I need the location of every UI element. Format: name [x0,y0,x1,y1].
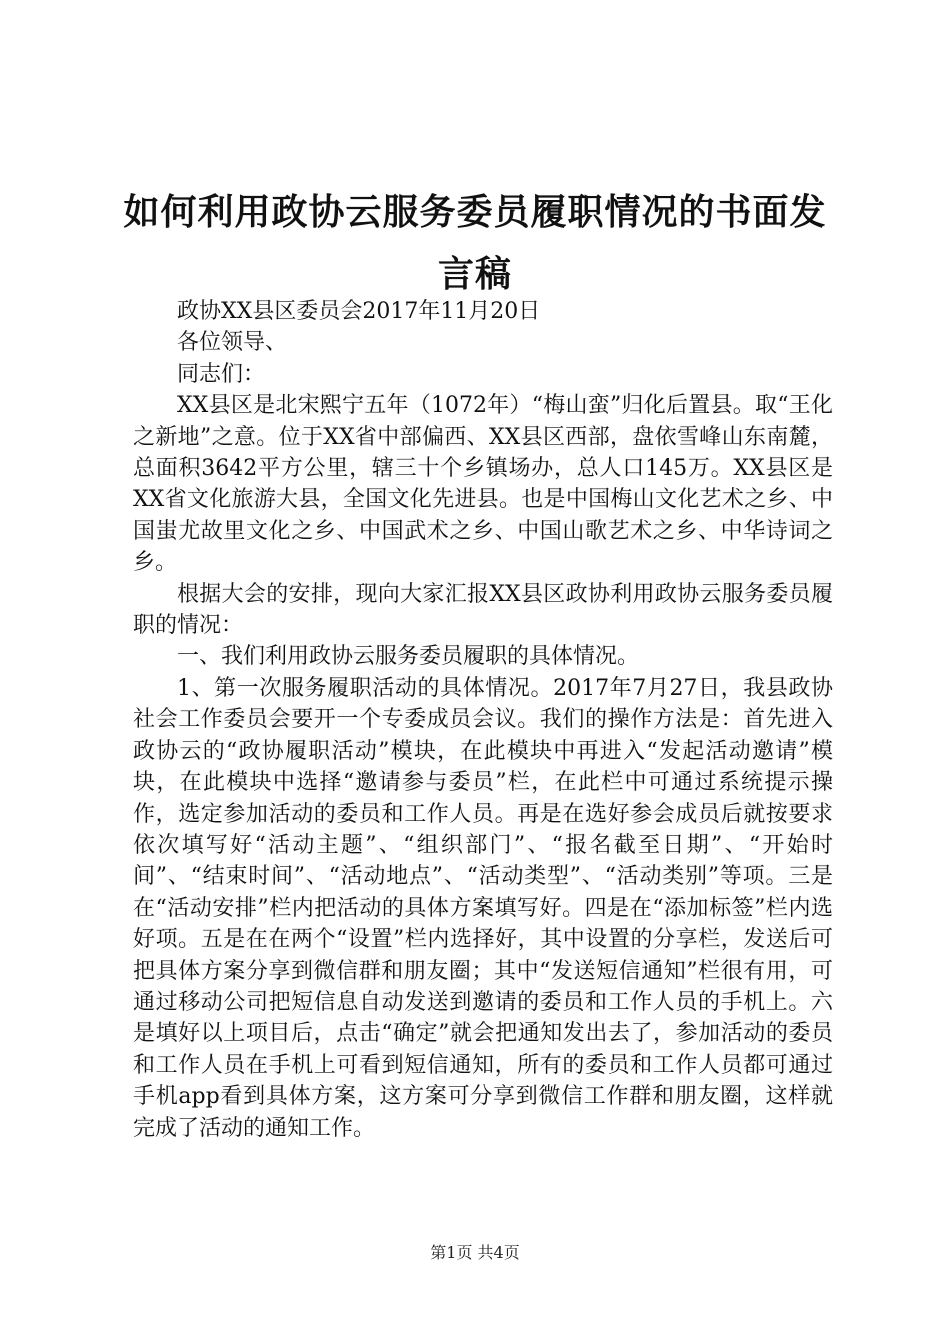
salutation-line: 各位领导、 [177,330,288,356]
body-paragraph: 根据大会的安排，现向大家汇报XX县区政协利用政协云服务委员履职的情况： [133,581,833,639]
body-paragraph: 1、第一次服务履职活动的具体情况。2017年7月27日，我县政协社会工作委员会要开一个专委成员会议。我们的操作方法是：首先进入政协云的“政协履职活动”模块，在此模块中再进入“发起活动邀请”模块，在此模块中选择“邀请参与委员”栏，在此栏中可通过系统提示操作，选定参加活动的委员和工作人员。再是在选好参会成员后就按要求依次填写好“活动主题”、“组织部门”、“报名截至日期”、“开始时间”、“结束时间”、“活动地点”、“活动类型”、“活动类别”等项。三是在“活动安排”栏内把活动的具体方案填写好。四是在“添加标签”栏内选好项。五是在在两个“设置”栏内选择好，其中设置的分享栏，发送后可把具体方案分享到微信群和朋友圈；其中“发送短信通知”栏很有用，可通过移动公司把短信息自动发送到邀请的委员和工作人员的手机上。六是填好以上项目后，点击“确定”就会把通知发出去了，参加活动的委员和工作人员在手机上可看到短信通知，所有的委员和工作人员都可通过手机app看到具体方案，这方案可分享到微信工作群和朋友圈，这样就完成了活动的通知工作。 [133,675,833,1141]
document-title: 如何利用政协云服务委员履职情况的书面发言稿 [123,192,827,295]
section-heading: 一、我们利用政协云服务委员履职的具体情况。 [177,644,640,670]
date-line: 政协XX县区委员会2017年11月20日 [177,299,541,324]
page-footer: 第1页 共4页 [430,1243,520,1262]
document-body [133,296,833,1144]
body-paragraph: XX县区是北宋熙宁五年（1072年）“梅山蛮”归化后置县。取“王化之新地”之意。位于XX省中部偏西、XX县区西部，盘依雪峰山东南麓，总面积3642平方公里，辖三十个乡镇场办，总人口145万。XX县区是XX省文化旅游大县，全国文化先进县。也是中国梅山文化艺术之乡、中国蚩尤故里文化之乡、中国武术之乡、中国山歌艺术之乡、中华诗词之乡。 [133,393,833,576]
salutation-line: 同志们： [177,361,266,387]
